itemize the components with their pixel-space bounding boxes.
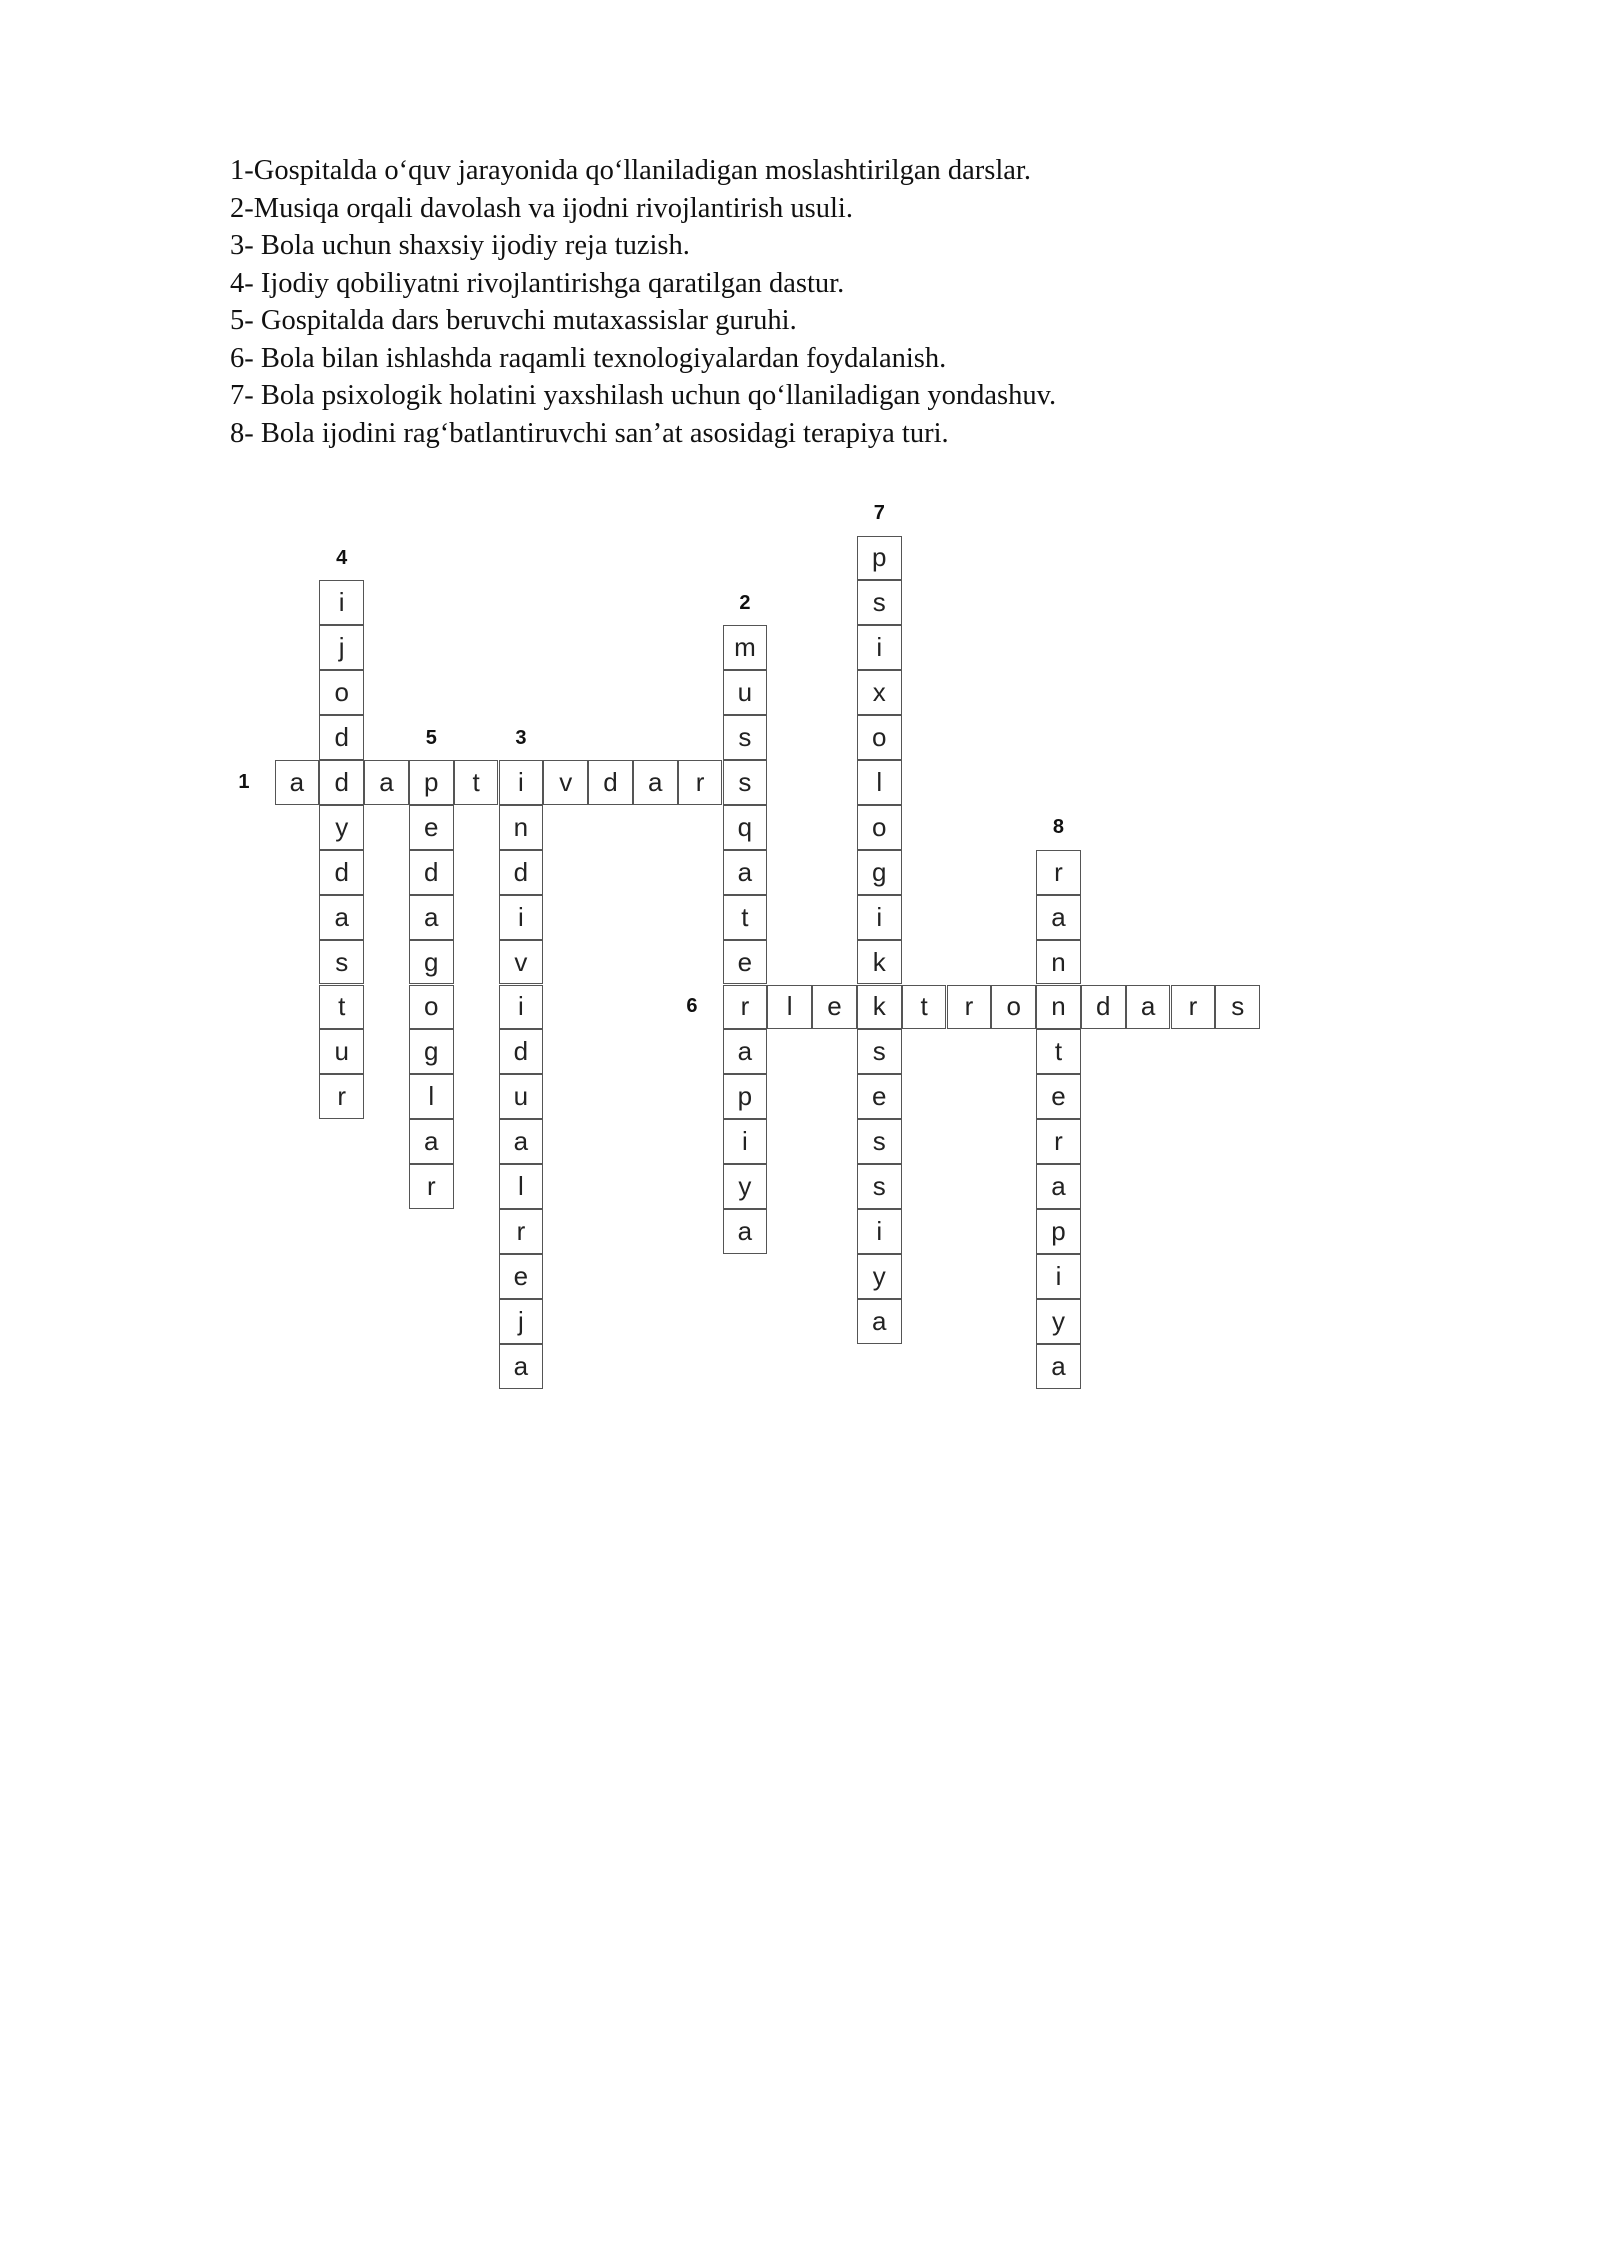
crossword-cell: i <box>857 625 902 670</box>
crossword-cell: d <box>319 715 364 760</box>
crossword-cell: k <box>857 940 902 985</box>
crossword-cell: u <box>319 1029 364 1074</box>
crossword-cell: s <box>857 1029 902 1074</box>
crossword-cell: p <box>1036 1209 1081 1254</box>
crossword-cell: n <box>1036 985 1081 1030</box>
clue-7: 7- Bola psixologik holatini yaxshilash uchun qo‘llaniladigan yondashuv. <box>230 380 1057 411</box>
crossword-cell: r <box>1171 985 1216 1030</box>
clue-number-8: 8 <box>1052 816 1065 839</box>
crossword-cell: o <box>857 805 902 850</box>
crossword-cell: a <box>1126 985 1171 1030</box>
crossword-cell: o <box>319 670 364 715</box>
crossword-cell: a <box>499 1344 544 1389</box>
clue-2: 2-Musiqa orqali davolash va ijodni rivojlantirish usuli. <box>230 192 853 224</box>
crossword-cell: r <box>723 985 768 1030</box>
crossword-cell: y <box>319 805 364 850</box>
crossword-cell: a <box>364 760 409 805</box>
crossword-cell: a <box>319 895 364 940</box>
clue-number-4: 4 <box>336 546 348 569</box>
crossword-cell: d <box>499 850 544 895</box>
crossword-cell: e <box>1036 1074 1081 1119</box>
crossword-cell: i <box>723 1119 768 1164</box>
clue-number-2: 2 <box>739 591 751 614</box>
crossword-cell: a <box>857 1299 902 1344</box>
crossword-cell: l <box>767 985 812 1030</box>
crossword-cell: s <box>1215 985 1260 1030</box>
crossword-cell: o <box>991 985 1036 1030</box>
crossword-cell: t <box>902 985 947 1030</box>
crossword-cell: a <box>1036 1164 1081 1209</box>
crossword-cell: u <box>499 1074 544 1119</box>
crossword-cell: m <box>723 625 768 670</box>
crossword-cell: s <box>857 1164 902 1209</box>
clue-1: 1-Gospitalda o‘quv jarayonida qo‘llaniladigan moslashtirilgan darslar. <box>230 155 1031 186</box>
crossword-cell: e <box>812 985 857 1030</box>
crossword-cell: s <box>319 940 364 985</box>
crossword-cell: d <box>499 1029 544 1074</box>
crossword-cell: x <box>857 670 902 715</box>
clue-3: 3- Bola uchun shaxsiy ijodiy reja tuzish. <box>230 230 690 261</box>
crossword-cell: y <box>857 1254 902 1299</box>
crossword-cell: d <box>1081 985 1126 1030</box>
clue-8: 8- Bola ijodini rag‘batlantiruvchi san’at asosidagi terapiya turi. <box>230 417 949 449</box>
crossword-cell: a <box>499 1119 544 1164</box>
crossword-cell: d <box>319 850 364 895</box>
crossword-cell: i <box>857 1209 902 1254</box>
crossword-cell: a <box>723 850 768 895</box>
crossword-cell: d <box>588 760 633 805</box>
crossword-cell: l <box>409 1074 454 1119</box>
crossword-cell: t <box>454 760 499 805</box>
crossword-cell: r <box>1036 850 1081 895</box>
crossword-cell: n <box>1036 940 1081 985</box>
crossword-cell: r <box>319 1074 364 1119</box>
crossword-cell: j <box>319 625 364 670</box>
crossword-cell: p <box>409 760 454 805</box>
crossword-cell: j <box>499 1299 544 1344</box>
crossword-cell: g <box>409 1029 454 1074</box>
crossword-cell: e <box>723 940 768 985</box>
crossword-cell: a <box>275 760 320 805</box>
clue-number-6: 6 <box>686 995 698 1017</box>
clue-5: 5- Gospitalda dars beruvchi mutaxassislar guruhi. <box>230 305 797 336</box>
crossword-cell: i <box>1036 1254 1081 1299</box>
crossword-cell: y <box>723 1164 768 1209</box>
clue-number-1: 1 <box>238 770 250 793</box>
crossword-cell: i <box>499 760 544 805</box>
crossword-cell: r <box>499 1209 544 1254</box>
clue-number-7: 7 <box>873 502 885 524</box>
crossword-cell: n <box>499 805 544 850</box>
clue-number-5: 5 <box>425 726 437 749</box>
crossword-cell: v <box>499 940 544 985</box>
crossword-cell: e <box>409 805 454 850</box>
crossword-cell: s <box>723 715 768 760</box>
crossword-cell: k <box>857 985 902 1030</box>
crossword-cell: t <box>319 985 364 1030</box>
crossword-cell: i <box>499 985 544 1030</box>
crossword-cell: g <box>857 850 902 895</box>
crossword-cell: s <box>857 580 902 625</box>
crossword-cell: s <box>857 1119 902 1164</box>
crossword-cell: i <box>857 895 902 940</box>
clue-number-3: 3 <box>515 726 527 749</box>
crossword-cell: e <box>499 1254 544 1299</box>
crossword-cell: i <box>319 580 364 625</box>
crossword-cell: d <box>319 760 364 805</box>
clue-6: 6- Bola bilan ishlashda raqamli texnologiyalardan foydalanish. <box>230 342 947 374</box>
crossword-cell: a <box>1036 1344 1081 1389</box>
crossword-cell: o <box>409 985 454 1030</box>
crossword-cell: u <box>723 670 768 715</box>
crossword-cell: i <box>499 895 544 940</box>
crossword-cell: a <box>723 1029 768 1074</box>
crossword-cell: l <box>857 760 902 805</box>
crossword-cell: a <box>1036 895 1081 940</box>
clue-4: 4- Ijodiy qobiliyatni rivojlantirishga qaratilgan dastur. <box>230 267 845 299</box>
crossword-cell: g <box>409 940 454 985</box>
crossword-cell: o <box>857 715 902 760</box>
crossword-cell: p <box>723 1074 768 1119</box>
crossword-cell: r <box>1036 1119 1081 1164</box>
crossword-cell: a <box>633 760 678 805</box>
crossword-cell: p <box>857 536 902 581</box>
crossword-cell: r <box>947 985 992 1030</box>
crossword-cell: s <box>723 760 768 805</box>
crossword-cell: r <box>678 760 723 805</box>
crossword-cell: a <box>409 895 454 940</box>
crossword-cell: d <box>409 850 454 895</box>
crossword-cell: t <box>1036 1029 1081 1074</box>
crossword-cell: a <box>723 1209 768 1254</box>
crossword-cell: r <box>409 1164 454 1209</box>
crossword-cell: q <box>723 805 768 850</box>
crossword-cell: t <box>723 895 768 940</box>
crossword-cell: v <box>543 760 588 805</box>
crossword-cell: a <box>409 1119 454 1164</box>
crossword-cell: y <box>1036 1299 1081 1344</box>
crossword-cell: e <box>857 1074 902 1119</box>
crossword-cell: l <box>499 1164 544 1209</box>
